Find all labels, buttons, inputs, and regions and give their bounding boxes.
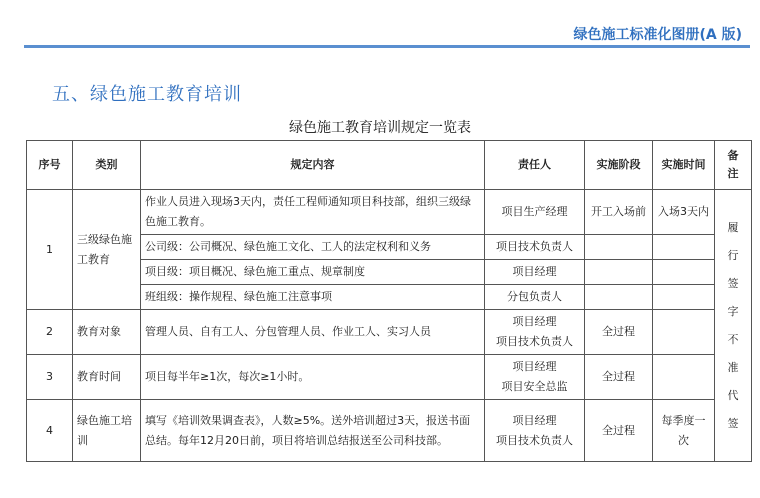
row-owner: 项目经理 <box>485 260 585 285</box>
header-divider <box>24 45 750 48</box>
row-owner: 项目经理 项目技术负责人 <box>485 310 585 355</box>
row-stage <box>585 235 653 260</box>
row-category: 教育对象 <box>73 310 141 355</box>
row-time <box>653 285 715 310</box>
row-content: 填写《培训效果调查表》，人数≥5%。送外培训超过3天，报送书面总结。每年12月20日前，项目将培训总结报送至公司科技部。 <box>141 400 485 462</box>
header-time: 实施时间 <box>653 141 715 190</box>
row-time <box>653 260 715 285</box>
table-row <box>27 190 752 235</box>
row-stage <box>585 285 653 310</box>
row-content: 项目级：项目概况、绿色施工重点、规章制度 <box>141 260 485 285</box>
row-category: 教育时间 <box>73 355 141 400</box>
document-header-title: 绿色施工标准化图册(A 版) <box>573 27 742 43</box>
header-owner: 责任人 <box>485 141 585 190</box>
header-category: 类别 <box>73 141 141 190</box>
row-stage: 开工入场前 <box>585 190 653 235</box>
row-stage: 全过程 <box>585 310 653 355</box>
row-owner: 项目经理 项目技术负责人 <box>485 400 585 462</box>
row-content: 项目每半年≥1次，每次≥1小时。 <box>141 355 485 400</box>
row-category: 绿色施工培训 <box>73 400 141 462</box>
row-owner: 项目经理 项目安全总监 <box>485 355 585 400</box>
row-time: 每季度一次 <box>653 400 715 462</box>
row-content: 班组级：操作规程、绿色施工注意事项 <box>141 285 485 310</box>
table-row <box>27 400 752 462</box>
row-owner: 项目生产经理 <box>485 190 585 235</box>
row-stage: 全过程 <box>585 355 653 400</box>
row-content: 作业人员进入现场3天内，责任工程师通知项目科技部，组织三级绿色施工教育。 <box>141 190 485 235</box>
table-caption: 绿色施工教育培训规定一览表 <box>289 120 471 136</box>
header-note: 备注 <box>715 141 752 190</box>
header-no: 序号 <box>27 141 73 190</box>
table-row <box>27 355 752 400</box>
row-time <box>653 310 715 355</box>
row-time: 入场3天内 <box>653 190 715 235</box>
header-content: 规定内容 <box>141 141 485 190</box>
row-no: 4 <box>27 400 73 462</box>
header-stage: 实施阶段 <box>585 141 653 190</box>
row-time <box>653 235 715 260</box>
training-rules-table <box>26 140 752 462</box>
row-stage <box>585 260 653 285</box>
table-header-row <box>27 141 752 190</box>
row-owner: 项目技术负责人 <box>485 235 585 260</box>
row-category: 三级绿色施工教育 <box>73 190 141 310</box>
table-row <box>27 310 752 355</box>
row-no: 1 <box>27 190 73 310</box>
row-stage: 全过程 <box>585 400 653 462</box>
row-content: 管理人员、自有工人、分包管理人员、作业工人、实习人员 <box>141 310 485 355</box>
section-title: 五、绿色施工教育培训 <box>52 84 242 105</box>
row-note: 履行签字不准代签 <box>715 190 752 462</box>
row-owner: 分包负责人 <box>485 285 585 310</box>
row-content: 公司级：公司概况、绿色施工文化、工人的法定权利和义务 <box>141 235 485 260</box>
row-no: 2 <box>27 310 73 355</box>
row-no: 3 <box>27 355 73 400</box>
row-time <box>653 355 715 400</box>
